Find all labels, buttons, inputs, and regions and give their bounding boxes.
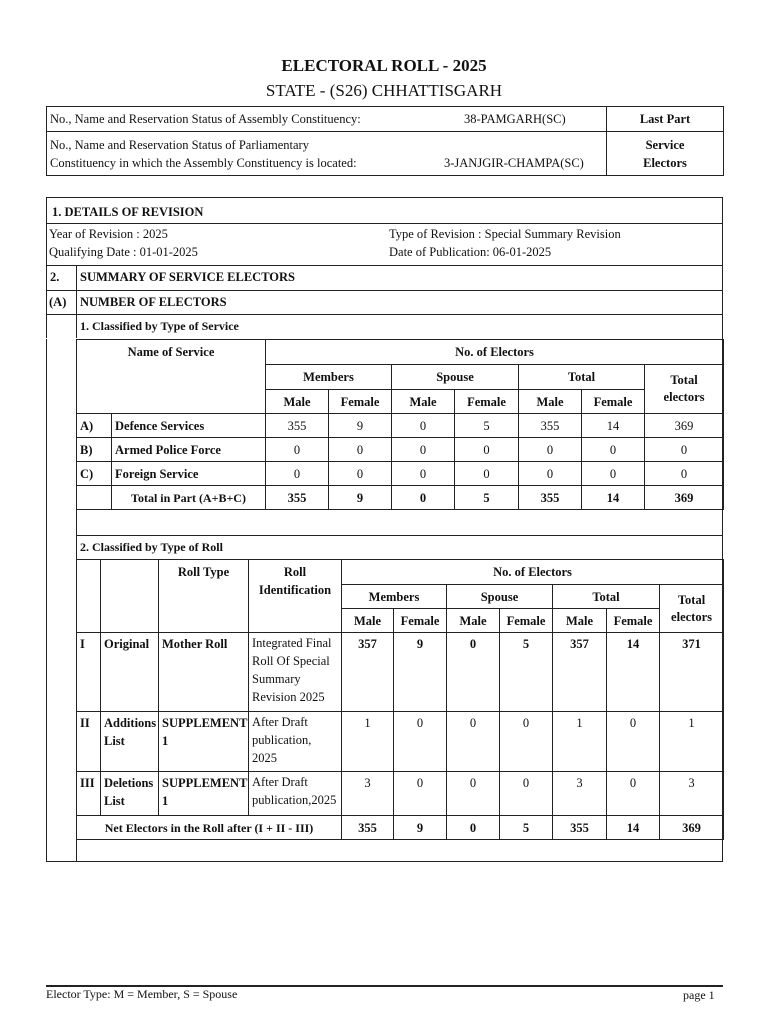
- cell-value: 0: [392, 438, 455, 462]
- summary-num: 2.: [50, 270, 60, 284]
- total-value: 355: [266, 486, 329, 510]
- col-total-electors-l1: Total: [670, 373, 698, 387]
- roll-ident-line: Summary: [252, 672, 301, 686]
- state-name: STATE - (S26) CHHATTISGARH: [265, 81, 503, 100]
- cell-value: 371: [660, 633, 724, 712]
- roll-type: 1: [162, 734, 169, 748]
- cell-value: 1: [660, 712, 724, 772]
- col-female: Female: [329, 390, 392, 414]
- col-male: Male: [447, 609, 500, 633]
- cell-value: 1: [342, 712, 394, 772]
- net-value: 369: [660, 816, 724, 840]
- cell-value: 0: [582, 462, 645, 486]
- cell-value: 0: [394, 712, 447, 772]
- row-index: A): [77, 414, 112, 438]
- table-row: [77, 633, 724, 712]
- col-male: Male: [266, 390, 329, 414]
- page-title: ELECTORAL ROLL - 2025: [281, 56, 487, 75]
- cell-value: 0: [519, 438, 582, 462]
- pc-value: 3-JANJGIR-CHAMPA(SC): [444, 156, 584, 170]
- col-female: Female: [394, 609, 447, 633]
- cell-value: 0: [500, 712, 553, 772]
- row-index: I: [77, 633, 101, 712]
- roll-table-heading: 2. Classified by Type of Roll: [80, 540, 223, 554]
- col-male: Male: [553, 609, 607, 633]
- col-female: Female: [500, 609, 553, 633]
- roll-kind: List: [104, 734, 125, 748]
- net-value: 0: [447, 816, 500, 840]
- cell-value: 14: [582, 414, 645, 438]
- cell-value: 0: [447, 633, 500, 712]
- row-index: II: [77, 712, 101, 772]
- cell-value: 14: [607, 633, 660, 712]
- summary-sub-heading: NUMBER OF ELECTORS: [80, 295, 227, 309]
- cell-value: 5: [500, 633, 553, 712]
- roll-type: SUPPLEMENT: [162, 776, 248, 790]
- cell-value: 0: [266, 438, 329, 462]
- revision-type: Type of Revision : Special Summary Revision: [389, 227, 621, 241]
- summary-heading: SUMMARY OF SERVICE ELECTORS: [80, 270, 296, 284]
- ac-value: 38-PAMGARH(SC): [464, 112, 566, 126]
- roll-type: Mother Roll: [159, 633, 249, 712]
- col-no-of-electors: No. of Electors: [266, 340, 724, 365]
- table-row: [77, 712, 724, 772]
- cell-value: 3: [553, 772, 607, 816]
- cell-value: 0: [329, 438, 392, 462]
- col-total-electors-l1: Total: [677, 592, 706, 607]
- group-spouse: Spouse: [392, 365, 519, 390]
- total-value: 0: [392, 486, 455, 510]
- roll-kind: Additions: [104, 716, 157, 730]
- cell-value: 0: [266, 462, 329, 486]
- roll-ident-line: After Draft: [252, 715, 308, 729]
- row-index: C): [77, 462, 112, 486]
- col-no-of-electors: No. of Electors: [342, 560, 724, 585]
- net-value: 5: [500, 816, 553, 840]
- roll-ident-line: publication,2025: [252, 793, 337, 807]
- ac-label: No., Name and Reservation Status of Assembly Constituency:: [50, 112, 361, 126]
- net-value: 9: [394, 816, 447, 840]
- electors-type-line2: Electors: [643, 155, 687, 170]
- table-row: [77, 772, 724, 816]
- electors-type-line1: Service: [645, 137, 685, 152]
- roll-type: SUPPLEMENT: [162, 716, 248, 730]
- roll-table: [76, 559, 724, 840]
- roll-ident-line: 2025: [252, 751, 277, 765]
- cell-value: 0: [519, 462, 582, 486]
- qualifying-date: Qualifying Date : 01-01-2025: [49, 245, 198, 259]
- cell-value: 3: [342, 772, 394, 816]
- cell-value: 355: [519, 414, 582, 438]
- cell-value: 1: [553, 712, 607, 772]
- col-roll-id-l1: Roll: [283, 565, 307, 579]
- col-total-electors-l2: electors: [663, 390, 705, 404]
- footer-legend: Elector Type: M = Member, S = Spouse: [46, 987, 238, 1001]
- table-row: [77, 438, 724, 462]
- col-total-electors-l2: electors: [671, 609, 712, 624]
- row-index: III: [77, 772, 101, 816]
- total-row: [77, 486, 724, 510]
- col-female: Female: [607, 609, 660, 633]
- roll-kind: Original: [101, 633, 159, 712]
- cell-value: 0: [607, 772, 660, 816]
- cell-value: 355: [266, 414, 329, 438]
- group-members: Members: [342, 585, 447, 609]
- cell-value: 0: [392, 414, 455, 438]
- cell-value: 0: [329, 462, 392, 486]
- total-value: 9: [329, 486, 392, 510]
- roll-ident-line: Integrated Final: [252, 636, 332, 650]
- service-table-heading: 1. Classified by Type of Service: [80, 319, 239, 333]
- constituency-table: [46, 106, 724, 176]
- cell-value: 5: [455, 414, 519, 438]
- cell-value: 0: [447, 772, 500, 816]
- roll-ident-line: After Draft: [252, 775, 308, 789]
- total-value: 14: [582, 486, 645, 510]
- net-label: Net Electors in the Roll after (I + II - III): [77, 816, 342, 840]
- roll-ident-line: Revision 2025: [252, 690, 325, 704]
- service-name: Armed Police Force: [112, 438, 266, 462]
- service-name: Foreign Service: [112, 462, 266, 486]
- publication-date: Date of Publication: 06-01-2025: [389, 245, 552, 259]
- cell-value: 357: [553, 633, 607, 712]
- table-row: [77, 462, 724, 486]
- revision-year: Year of Revision : 2025: [49, 227, 168, 241]
- total-value: 355: [519, 486, 582, 510]
- roll-ident-line: Roll Of Special: [252, 654, 330, 668]
- total-value: 369: [645, 486, 724, 510]
- pc-label-line1: No., Name and Reservation Status of Parliamentary: [50, 137, 309, 152]
- summary-sub-num: (A): [49, 295, 67, 309]
- cell-value: 0: [607, 712, 660, 772]
- pc-label-line2: Constituency in which the Assembly Constituency is located:: [50, 155, 357, 170]
- net-value: 355: [342, 816, 394, 840]
- cell-value: 9: [394, 633, 447, 712]
- net-value: 14: [607, 816, 660, 840]
- col-female: Female: [455, 390, 519, 414]
- cell-value: 0: [645, 462, 724, 486]
- roll-kind: List: [104, 794, 125, 808]
- col-roll-id-l2: Identification: [258, 583, 332, 597]
- col-name-of-service: Name of Service: [77, 340, 266, 414]
- part-label: Last Part: [607, 107, 724, 132]
- service-name: Defence Services: [112, 414, 266, 438]
- col-roll-type: Roll Type: [159, 560, 249, 633]
- table-row: [77, 414, 724, 438]
- col-male: Male: [342, 609, 394, 633]
- cell-value: 0: [645, 438, 724, 462]
- cell-value: 0: [392, 462, 455, 486]
- cell-value: 0: [455, 462, 519, 486]
- net-value: 355: [553, 816, 607, 840]
- cell-value: 0: [447, 712, 500, 772]
- cell-value: 3: [660, 772, 724, 816]
- cell-value: 0: [455, 438, 519, 462]
- col-female: Female: [582, 390, 645, 414]
- service-table: [76, 339, 724, 510]
- col-male: Male: [392, 390, 455, 414]
- group-members: Members: [266, 365, 392, 390]
- cell-value: 0: [582, 438, 645, 462]
- total-value: 5: [455, 486, 519, 510]
- roll-kind: Deletions: [104, 776, 154, 790]
- revision-heading: 1. DETAILS OF REVISION: [52, 205, 204, 219]
- cell-value: 0: [500, 772, 553, 816]
- roll-type: 1: [162, 794, 169, 808]
- row-index: B): [77, 438, 112, 462]
- roll-ident-line: publication,: [252, 733, 312, 747]
- group-spouse: Spouse: [447, 585, 553, 609]
- cell-value: 357: [342, 633, 394, 712]
- net-row: [77, 816, 724, 840]
- group-total: Total: [553, 585, 660, 609]
- group-total: Total: [519, 365, 645, 390]
- total-label: Total in Part (A+B+C): [112, 486, 266, 510]
- page-number: page 1: [683, 988, 715, 1002]
- cell-value: 9: [329, 414, 392, 438]
- cell-value: 369: [645, 414, 724, 438]
- cell-value: 0: [394, 772, 447, 816]
- col-male: Male: [519, 390, 582, 414]
